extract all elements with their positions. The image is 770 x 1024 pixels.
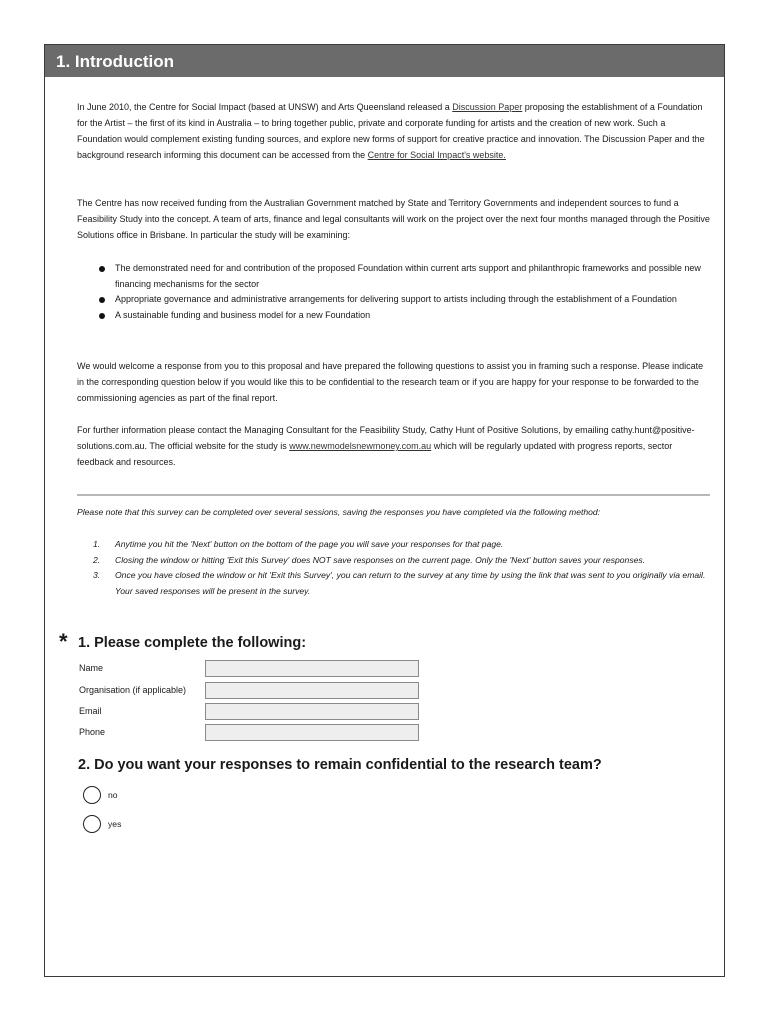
survey-page-frame [44, 44, 725, 977]
bullet-icon [99, 266, 105, 272]
save-steps-list [93, 537, 706, 599]
phone-input[interactable] [205, 724, 419, 741]
organisation-input[interactable] [205, 682, 419, 699]
list-item [93, 568, 706, 599]
intro-text: proposing the establishment of a Foundation for the Artist – the first of its kind in Australia – to bring together public, private and corporate funding for artists and the creation of new work. Such a Foundation would complement existing funding sources, and explore new forms of support for creative practice and innovation. The Discussion Paper and the background research informing this document can be accessed from the [77, 102, 705, 160]
list-item [93, 553, 706, 569]
list-item [99, 292, 704, 308]
intro-paragraph-1 [77, 99, 710, 163]
phone-label: Phone [79, 727, 106, 737]
bullet-icon [99, 297, 105, 303]
question-1-title: 1. Please complete the following: [78, 635, 307, 651]
step-text: Closing the window or hitting 'Exit this Survey' does NOT save responses on the current page. Only the 'Next' button saves your responses. [115, 554, 646, 565]
list-item-text: A sustainable funding and business model for a new Foundation [115, 309, 371, 320]
intro-paragraph-3 [77, 358, 710, 406]
radio-button[interactable] [83, 786, 101, 804]
radio-label: yes [108, 819, 122, 829]
email-label: Email [79, 706, 102, 716]
intro-text: The Centre has now received funding from the Australian Government matched by State and Territory Governments and independent sources to fund a Feasibility Study into the concept. A team of arts, finance and legal consultants will work on the project over the next four months managed through the Positive Solutions office in Brisbane. In particular the study will be examining: [77, 198, 710, 240]
intro-text: For further information please contact the Managing Consultant for the Feasibility Study, Cathy Hunt of Positive Solutions, by emailing cathy.hunt@positive-solutions.com.au. The official website for the study is [77, 425, 695, 451]
name-field-row [79, 660, 419, 678]
study-website-link[interactable]: www.newmodelsnewmoney.com.au [289, 441, 432, 451]
required-marker: * [59, 629, 68, 654]
study-focus-list [99, 261, 704, 323]
list-item [99, 261, 704, 292]
email-field-row [79, 703, 419, 721]
name-input[interactable] [205, 660, 419, 677]
intro-text: We would welcome a response from you to this proposal and have prepared the following questions to assist you in framing such a response. Please indicate in the corresponding question below if you would like this to be confidential to the research team or if you are happy for your response to be forwarded to the commissioning agencies as part of the final report. [77, 361, 704, 403]
email-input[interactable] [205, 703, 419, 720]
step-number: 3. [93, 570, 101, 580]
intro-text: which will be regularly updated with progress reports, sector feedback and resources. [77, 441, 673, 467]
list-item [99, 308, 704, 324]
organisation-label: Organisation (if applicable) [79, 685, 187, 695]
intro-paragraph-4 [77, 422, 710, 470]
step-text: Once you have closed the window or hit 'Exit this Survey', you can return to the survey at any time by using the link that was sent to you originally via email. Your saved responses will be present in the survey. [115, 570, 706, 596]
intro-text: In June 2010, the Centre for Social Impact (based at UNSW) and Arts Queensland released a [77, 102, 453, 112]
radio-button[interactable] [83, 815, 101, 833]
discussion-paper-link[interactable]: Discussion Paper [452, 102, 523, 112]
organisation-field-row [79, 682, 419, 700]
question-2-title: 2. Do you want your responses to remain confidential to the research team? [78, 757, 602, 773]
intro-paragraph-2 [77, 195, 710, 243]
save-instructions-note: Please note that this survey can be completed over several sessions, saving the responses you have completed via the following method: [77, 507, 601, 517]
name-label: Name [79, 663, 104, 673]
divider [77, 494, 710, 496]
section-title: 1. Introduction [45, 45, 724, 77]
radio-label: no [108, 790, 118, 800]
bullet-icon [99, 313, 105, 319]
step-text: Anytime you hit the 'Next' button on the bottom of the page you will save your responses for that page. [115, 539, 504, 549]
list-item-text: Appropriate governance and administrative arrangements for delivering support to artists including through the establishment of a Foundation [115, 294, 677, 304]
phone-field-row [79, 724, 419, 742]
csi-website-link[interactable]: Centre for Social Impact's website. [367, 150, 506, 160]
step-number: 1. [93, 539, 101, 549]
step-number: 2. [93, 554, 101, 565]
list-item [93, 537, 706, 553]
list-item-text: The demonstrated need for and contribution of the proposed Foundation within current arts support and philanthropic frameworks and possible new financing mechanisms for the sector [115, 263, 701, 289]
